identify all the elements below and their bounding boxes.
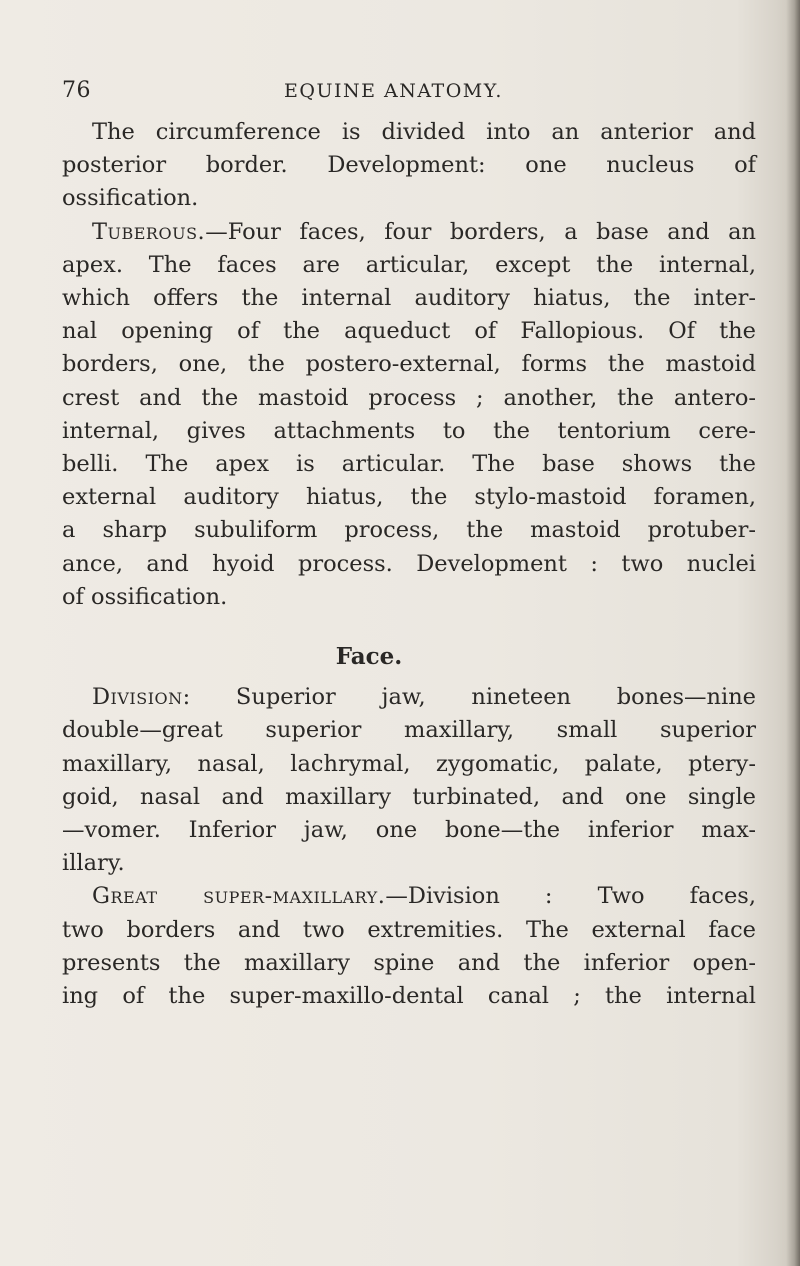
text-line [62, 681, 756, 714]
text-line: ing of the super-maxillo-dental canal ; the internal [62, 983, 756, 1010]
text-line: which offers the internal auditory hiatus, the inter- [62, 285, 756, 312]
text-line: nal opening of the aqueduct of Fallopious. Of the [62, 318, 756, 345]
section-lead-division: Division [92, 684, 183, 711]
running-title: EQUINE ANATOMY. [284, 80, 503, 102]
body-text [62, 116, 756, 1013]
text-line [62, 216, 756, 249]
text-line: —vomer. Inferior jaw, one bone—the inferior max- [62, 817, 756, 844]
text-line: goid, nasal and maxillary turbinated, and one single [62, 783, 756, 810]
text-line: presents the maxillary spine and the inferior open- [62, 949, 756, 976]
text-run: : Superior jaw, nineteen bones—nine [182, 684, 756, 711]
text-line: external auditory hiatus, the stylo-mastoid foramen, [62, 484, 756, 511]
text-line: The circumference is divided into an anterior and [92, 119, 756, 145]
text-run: —Four faces, four borders, a base and an [205, 218, 756, 245]
section-lead-tuberous: Tuberous. [92, 218, 206, 245]
text-run: —Division : Two faces, [385, 883, 757, 910]
text-line: double—great superior maxillary, small superior [62, 717, 756, 744]
text-line: two borders and two extremities. The external face [62, 916, 756, 943]
page-number: 76 [62, 78, 91, 103]
running-head [62, 78, 752, 108]
text-line: posterior border. Development: one nucleus of [62, 152, 756, 179]
section-heading-face: Face. [335, 643, 403, 671]
section-lead-great-super-maxillary: Great super-maxillary. [92, 883, 386, 910]
text-line: apex. The faces are articular, except the internal, [62, 251, 756, 278]
text-line: maxillary, nasal, lachrymal, zygomatic, palate, ptery- [62, 750, 756, 777]
text-line: internal, gives attachments to the tentorium cere- [62, 417, 756, 444]
text-line [62, 880, 756, 913]
text-line: borders, one, the postero-external, forms the mastoid [62, 351, 756, 378]
page-edge-shadow [786, 0, 800, 1266]
text-line: crest and the mastoid process ; another, the antero- [62, 384, 756, 411]
text-line: ossification. [62, 185, 199, 212]
text-line: of ossification. [62, 583, 228, 610]
text-line: illary. [62, 850, 125, 877]
text-line: belli. The apex is articular. The base shows the [62, 451, 756, 478]
text-line: ance, and hyoid process. Development : two nuclei [62, 550, 756, 577]
text-line: a sharp subuliform process, the mastoid protuber- [62, 517, 756, 544]
